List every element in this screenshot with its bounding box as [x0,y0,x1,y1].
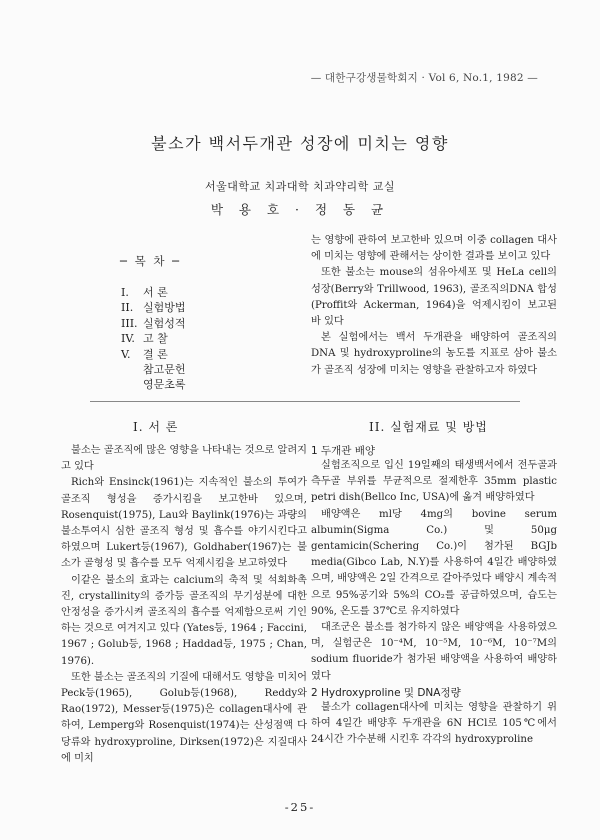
paragraph: 실험조직으로 입신 19일째의 태생백서에서 전두골과 측두골 부위를 무균적으로 절제한후 35mm plastic petri dish(Bellco Inc, USA)에 옮겨 배양하였다 [311,460,557,504]
toc-item: III. 실험성적 [121,316,186,330]
paragraph: 대조군은 불소를 첨가하지 않은 배양액을 사용하였으며, 실험군은 10⁻⁴M, 10⁻⁵M, 10⁻⁶M, 10⁻⁷M의 sodium fluoride가 첨가된 배양액을 사용하여 배양하였다 [311,622,557,682]
left-column [61,418,307,767]
table-of-contents [121,285,186,393]
authors: 박 용 호 · 정 동 균 [210,202,390,217]
paragraph: 본 실험에서는 백서 두개관을 배양하여 골조직의 DNA 및 hydroxyproline의 농도를 지표로 삼아 불소가 골조직 성장에 미치는 영향을 관찰하고자 하였다 [311,332,557,376]
toc-item: 영문초록 [143,378,186,392]
toc-item: V. 결 론 [121,347,168,361]
toc-item: IV. 고 찰 [121,332,168,346]
article-title: 불소가 백서두개관 성장에 미치는 영향 [151,134,449,153]
right-column-top [311,233,557,379]
affiliation: 서울대학교 치과대학 치과약리학 교실 [204,180,395,193]
toc-item: 참고문헌 [143,363,186,377]
paragraph: Rich와 Ensinck(1961)는 지속적인 불소의 투여가 골조직 형성을 증가시킴을 보고한바 있으며, Rosenquist(1975), Lau와 Baylink(1976)는 과량의 불소투여시 심한 골조직 형성 및 흡수를 야기시킨다고 하였으며 Lukert등(1967), Goldhaber(1967)는 불소가 골형성 및 흡수를 모두 억제시킴을 보고하였다 [61,477,307,570]
subsection-heading: 2 Hydroxyproline 및 DNA정량 [311,686,461,699]
paragraph: 불소가 collagen대사에 미치는 영향을 관찰하기 위하여 4일간 배양후 두개관을 6N HCl로 105℃에서 24시간 가수분해 시킨후 각각의 hydroxyproline [311,701,557,746]
toc-heading: ─ 목 차 ─ [120,254,182,268]
paragraph: 배양액은 ml당 4mg의 bovine serum albumin(Sigma Co.) 및 50μg gentamicin(Schering Co.)이 첨가된 BGJb media(Gibco Lab, N.Y)를 사용하여 4일간 배양하였으며, 배양액은 2일 간격으로 갈아주었다 배양시 계속적으로 95%공기와 5%의 CO₂를 공급하였으며, 습도는 90%, 온도를 37℃로 유지하였다 [311,508,557,617]
paragraph: 불소는 골조직에 많은 영향을 나타내는 것으로 알려지고 있다 [61,445,307,473]
section-heading: II. 실험재료 및 방법 [369,420,488,434]
section-heading: I. 서 론 [133,420,179,434]
paragraph: 또한 불소는 골조직의 기질에 대해서도 영향을 미치어 Peck등(1965), Golub등(1968), Reddy와 Rao(1972), Messer등(1975)은 collagen대사에 관하여, Lemperg와 Rosenquist(1974)는 산성점액 다당류와 hydroxyproline, Dirksen(1972)은 지질대사에 미치 [61,671,307,764]
toc-item: II. 실험방법 [121,301,186,315]
paragraph: 또한 불소는 mouse의 섬유아세포 및 HeLa cell의 성장(Berry와 Trillwood, 1963), 골조직의DNA 합성(Proffit와 Ackerman, 1964)을 억제시킴이 보고된 바 있다 [311,267,557,328]
paragraph: 는 영향에 관하여 보고한바 있으며 이중 collagen 대사에 미치는 영향에 관해서는 상이한 결과를 보이고 있다 [311,235,557,263]
journal-header: — 대한구강생물학회지 · Vol 6, No.1, 1982 — [310,72,538,84]
divider [90,401,520,402]
subsection-heading: 1 두개관 배양 [311,445,376,457]
page-number: -25- [284,800,316,814]
paragraph: 이같은 불소의 효과는 calcium의 축적 및 석회화촉진, crystallinity의 증가등 골조직의 무기성분에 대한 안정성을 증가시켜 골조직의 흡수를 억제함으로써 기인하는 것으로 여겨지고 있다 (Yates등, 1964 ; Faccini, 1967 ; Golub등, 1968 ; Haddad등, 1975 ; Chan, 1976). [61,574,307,667]
right-column [311,418,557,748]
toc-item: I. 서 론 [121,286,168,299]
